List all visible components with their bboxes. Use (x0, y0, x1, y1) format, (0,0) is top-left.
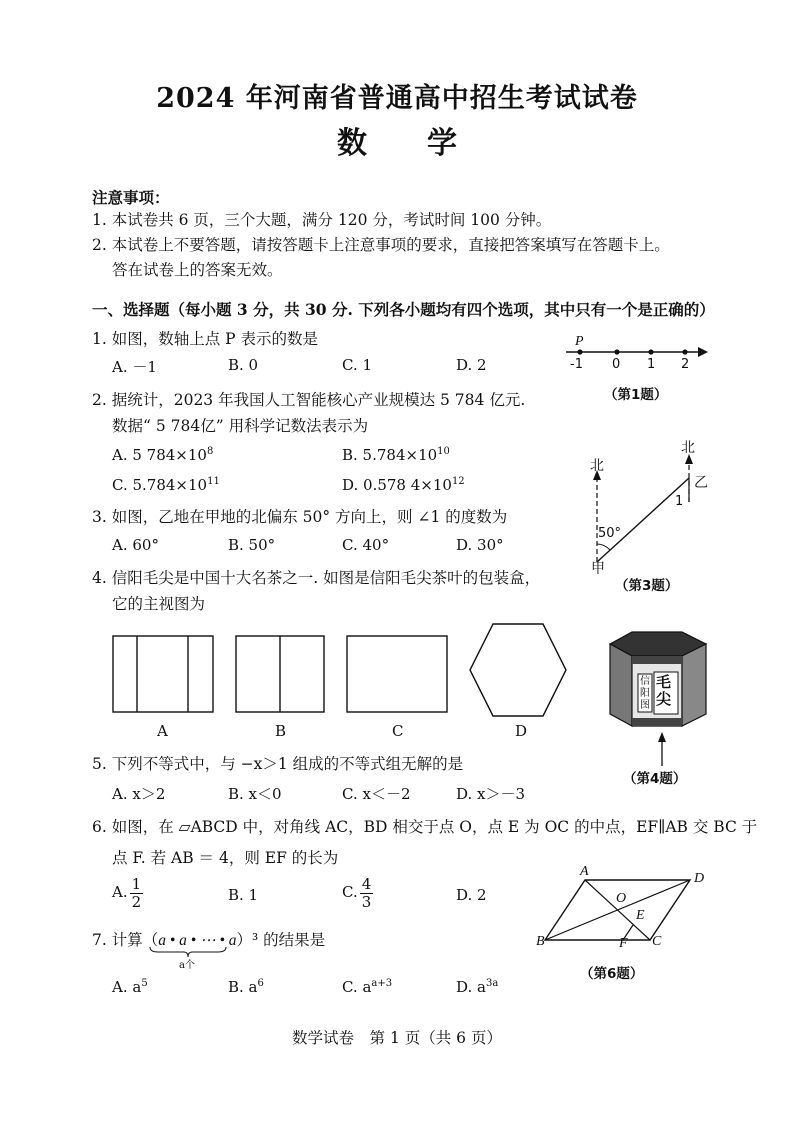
point-e-label: E (636, 908, 645, 923)
section-1-heading: 一、选择题（每小题 3 分，共 30 分. 下列各小题均有四个选项，其中只有一个是正确的） (92, 300, 715, 319)
q4-label-b: B (275, 722, 287, 740)
q1-option-d: D. 2 (456, 356, 487, 374)
q5-option-c: C. x＜－2 (342, 785, 411, 803)
q2-stem-2: 数据“ 5 784亿” 用科学记数法表示为 (112, 417, 369, 435)
yi-label: 乙 (694, 475, 708, 491)
vertex-d-label: D (694, 871, 705, 886)
q7-option-c: C. $a^{a+3}$ (342, 978, 393, 996)
diagonal-bd (545, 880, 690, 940)
q6-option-d: D. 2 (456, 886, 487, 904)
tea-box-text-maojian: 毛 尖 (656, 673, 672, 708)
tick-label-2: 2 (681, 357, 690, 372)
notice-item-2: 2. 本试卷上不要答题，请按答题卡上注意事项的要求，直接把答案填写在答题卡上。 (92, 236, 670, 254)
q6-stem-1: 6. 如图，在 ▱ABCD 中，对角线 AC，BD 相交于点 O，点 E 为 OC 的中点，EF∥AB 交 BC 于 (92, 818, 758, 836)
q4-label-c: C (392, 722, 404, 740)
tea-box-text-xinyang: 信 阳 图 (640, 676, 650, 711)
page-footer: 数学试卷 第 1 页（共 6 页） (292, 1029, 502, 1047)
q1-caption: （第1题） (604, 387, 668, 403)
q5-stem: 5. 下列不等式中，与 −x＞1 组成的不等式组无解的是 (92, 755, 464, 773)
q1-option-a: A. －1 (112, 358, 157, 376)
q4-stem-2: 它的主视图为 (112, 595, 206, 613)
q7-option-a: A. $a^5$ (112, 978, 148, 996)
angle-1-label: 1 (675, 494, 684, 509)
q2-option-d: D. 0.578 $4\times 10^{12}$ (342, 476, 465, 494)
point-f-label: F (619, 936, 628, 951)
q4-view-a (113, 636, 213, 712)
q3-option-d: D. 30° (456, 536, 504, 554)
q7-stem: 7. 计算（a • a • ⋯ • a）³ 的结果是 (92, 931, 326, 949)
q4-view-b (236, 636, 324, 712)
q3-bearing-figure (585, 440, 725, 570)
line-jia-yi (597, 478, 689, 562)
q4-caption: （第4题） (623, 771, 687, 787)
north-label-jia: 北 (590, 458, 604, 474)
q4-option-figures (110, 630, 590, 730)
q7-option-b: B. $a^6$ (228, 978, 264, 996)
q1-option-b: B. 0 (228, 356, 259, 374)
q2-option-b: B. $5.784\times 10^{10}$ (342, 446, 450, 464)
q1-number-line-figure (560, 336, 720, 376)
vertex-a-label: A (580, 864, 589, 879)
q2-option-c: C. $5.784\times 10^{11}$ (112, 476, 220, 494)
q4-label-a: A (157, 722, 168, 740)
q4-stem-1: 4. 信阳毛尖是中国十大名茶之一. 如图是信阳毛尖茶叶的包装盒， (92, 569, 541, 587)
q2-option-a: A. 5 $784\times 10^8$ (112, 446, 214, 464)
point-p-dot (577, 349, 582, 354)
q6-stem-2: 点 F. 若 AB ＝ 4，则 EF 的长为 (112, 849, 339, 867)
q6-option-c: C. $\frac{4}{3}$ (342, 875, 372, 911)
angle-50-arc (597, 544, 610, 550)
exam-title: 2024 年河南省普通高中招生考试试卷 (156, 83, 638, 114)
q3-option-c: C. 40° (342, 536, 390, 554)
point-p-label: P (575, 334, 584, 349)
tick-2-dot (682, 349, 687, 354)
q2-stem-1: 2. 据统计，2023 年我国人工智能核心产业规模达 5 784 亿元. (92, 391, 526, 409)
q7-brace-label: a个 (179, 960, 195, 971)
notice-heading: 注意事项： (92, 188, 170, 207)
jia-label: 甲 (591, 561, 605, 577)
q1-option-c: C. 1 (342, 356, 373, 374)
q3-stem: 3. 如图，乙地在甲地的北偏东 50° 方向上，则 ∠1 的度数为 (92, 508, 508, 526)
q6-caption: （第6题） (580, 966, 644, 982)
tick-label-0: 0 (612, 357, 621, 372)
q6-option-b: B. 1 (228, 886, 259, 904)
q4-view-c (347, 636, 447, 712)
notice-item-1: 1. 本试卷共 6 页，三个大题，满分 120 分，考试时间 100 分钟。 (92, 211, 552, 229)
vertex-c-label: C (652, 934, 662, 949)
q7-option-d: D. $a^{3a}$ (456, 978, 499, 996)
tick-1-dot (648, 349, 653, 354)
q5-option-b: B. x＜0 (228, 785, 282, 803)
q1-stem: 1. 如图，数轴上点 P 表示的数是 (92, 330, 318, 348)
q5-option-d: D. x＞－3 (456, 785, 526, 803)
q3-option-b: B. 50° (228, 536, 276, 554)
q4-view-d (470, 624, 566, 716)
tick-label-1: 1 (647, 357, 656, 372)
q6-option-a: A. $\frac{1}{2}$ (112, 875, 142, 911)
angle-50-label: 50° (598, 526, 622, 541)
q3-caption: （第3题） (615, 578, 679, 594)
number-line-arrow (698, 347, 708, 357)
notice-item-2-cont: 答在试卷上的答案无效。 (112, 261, 283, 279)
tick-0-dot (614, 349, 619, 354)
q3-option-a: A. 60° (112, 536, 159, 554)
vertex-b-label: B (536, 934, 545, 949)
tick-label-neg1: -1 (570, 357, 583, 372)
north-label-yi: 北 (681, 440, 695, 456)
q5-option-a: A. x＞2 (112, 785, 166, 803)
q4-label-d: D (515, 722, 528, 740)
subject-title: 数 学 (337, 126, 457, 161)
point-o-label: O (616, 891, 627, 906)
